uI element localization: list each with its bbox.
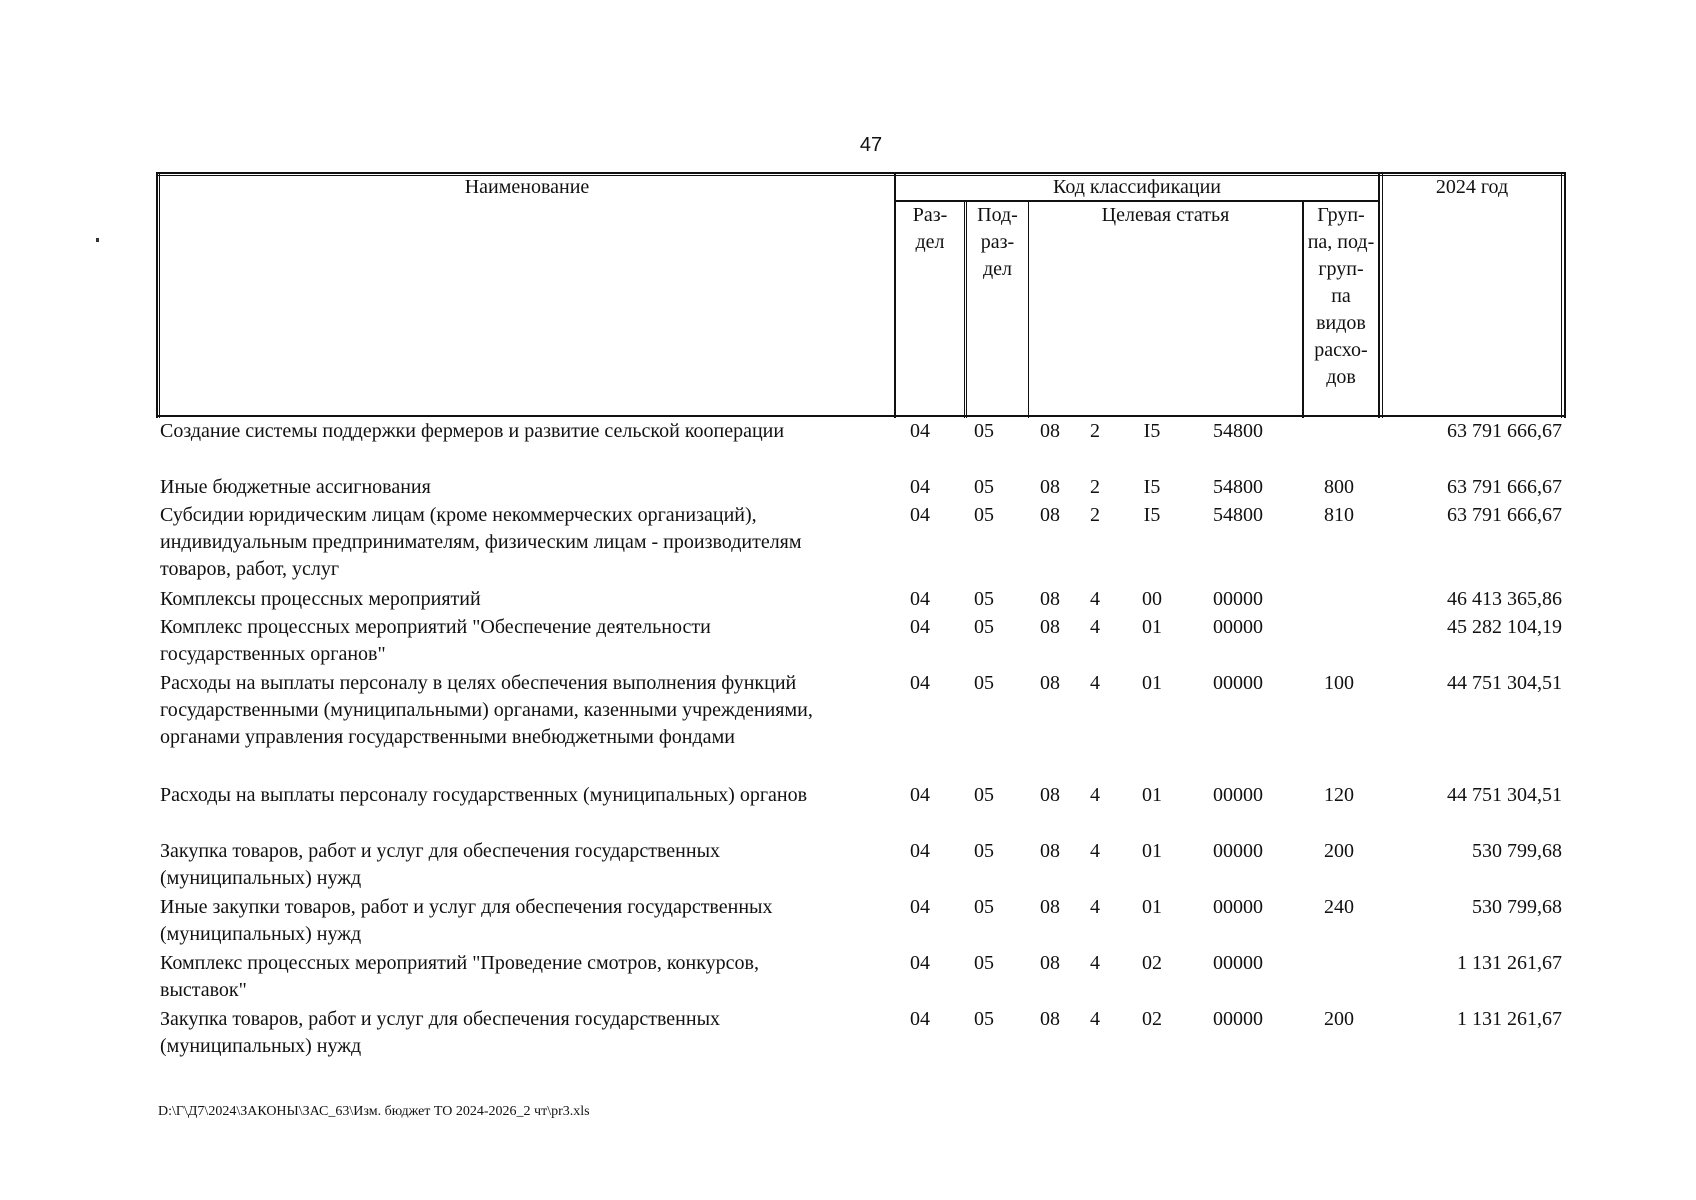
row-program: 08 bbox=[1040, 784, 1060, 806]
row-main-event: 01 bbox=[1142, 840, 1162, 862]
row-main-event: 02 bbox=[1142, 1008, 1162, 1030]
column-header-podrazdel: Под- раз- дел bbox=[977, 204, 1018, 280]
row-podrazdel: 05 bbox=[974, 896, 994, 918]
row-program: 08 bbox=[1040, 616, 1060, 638]
footer-file-path: D:\Г\Д7\2024\ЗАКОНЫ\ЗАС_63\Изм. бюджет ТО 2024-2026_2 чт\pr3.xls bbox=[158, 1104, 590, 1119]
row-program: 08 bbox=[1040, 896, 1060, 918]
row-direction: 00000 bbox=[1213, 896, 1263, 918]
row-type: 2 bbox=[1090, 420, 1100, 442]
row-amount: 46 413 365,86 bbox=[1447, 588, 1562, 610]
row-main-event: 01 bbox=[1142, 896, 1162, 918]
row-amount: 44 751 304,51 bbox=[1447, 672, 1562, 694]
row-name: Комплексы процессных мероприятий bbox=[160, 588, 481, 610]
row-podrazdel: 05 bbox=[974, 504, 994, 526]
row-type: 4 bbox=[1090, 588, 1100, 610]
column-header-expense-group: Груп- па, под- груп- па видов расхо- дов bbox=[1307, 204, 1375, 388]
row-amount: 63 791 666,67 bbox=[1447, 420, 1562, 442]
row-direction: 54800 bbox=[1213, 504, 1263, 526]
row-razdel: 04 bbox=[910, 420, 930, 442]
row-amount: 1 131 261,67 bbox=[1457, 952, 1562, 974]
row-podrazdel: 05 bbox=[974, 1008, 994, 1030]
row-expense-group: 100 bbox=[1324, 672, 1354, 694]
row-program: 08 bbox=[1040, 588, 1060, 610]
row-type: 4 bbox=[1090, 896, 1100, 918]
row-razdel: 04 bbox=[910, 588, 930, 610]
row-direction: 00000 bbox=[1213, 616, 1263, 638]
row-type: 4 bbox=[1090, 784, 1100, 806]
row-expense-group: 200 bbox=[1324, 840, 1354, 862]
row-type: 2 bbox=[1090, 476, 1100, 498]
column-header-year: 2024 год bbox=[1435, 176, 1509, 198]
row-type: 4 bbox=[1090, 1008, 1100, 1030]
row-name: Комплекс процессных мероприятий "Проведение смотров, конкурсов, выставок" bbox=[160, 952, 759, 1001]
row-name: Закупка товаров, работ и услуг для обеспечения государственных (муниципальных) нужд bbox=[160, 1008, 721, 1057]
row-podrazdel: 05 bbox=[974, 672, 994, 694]
row-program: 08 bbox=[1040, 504, 1060, 526]
row-program: 08 bbox=[1040, 420, 1060, 442]
row-direction: 54800 bbox=[1213, 476, 1263, 498]
row-razdel: 04 bbox=[910, 504, 930, 526]
row-podrazdel: 05 bbox=[974, 840, 994, 862]
row-amount: 63 791 666,67 bbox=[1447, 504, 1562, 526]
page-number: 47 bbox=[859, 134, 883, 156]
row-podrazdel: 05 bbox=[974, 784, 994, 806]
row-name: Иные закупки товаров, работ и услуг для обеспечения государственных (муниципальных) нужд bbox=[160, 896, 773, 945]
row-main-event: 01 bbox=[1142, 616, 1162, 638]
row-main-event: I5 bbox=[1143, 476, 1161, 498]
row-name: Иные бюджетные ассигнования bbox=[160, 476, 431, 498]
row-name: Расходы на выплаты персоналу государственных (муниципальных) органов bbox=[160, 784, 808, 806]
row-direction: 54800 bbox=[1213, 420, 1263, 442]
column-header-target-article: Целевая статья bbox=[1101, 204, 1230, 226]
row-name: Закупка товаров, работ и услуг для обеспечения государственных (муниципальных) нужд bbox=[160, 840, 721, 889]
row-razdel: 04 bbox=[910, 784, 930, 806]
row-name: Расходы на выплаты персоналу в целях обеспечения выполнения функций государственными (муниципальными) органами, казенными учреждениями, органами управления государственными внебюджетными фондами bbox=[160, 672, 813, 748]
row-amount: 530 799,68 bbox=[1472, 896, 1562, 918]
row-name: Субсидии юридическим лицам (кроме некоммерческих организаций), индивидуальным предпринимателям, физическим лицам - производителям товаров, работ, услуг bbox=[160, 504, 802, 580]
row-expense-group: 200 bbox=[1324, 1008, 1354, 1030]
row-type: 4 bbox=[1090, 840, 1100, 862]
row-podrazdel: 05 bbox=[974, 420, 994, 442]
row-expense-group: 240 bbox=[1324, 896, 1354, 918]
row-amount: 44 751 304,51 bbox=[1447, 784, 1562, 806]
table-header bbox=[156, 172, 1566, 418]
row-type: 2 bbox=[1090, 504, 1100, 526]
row-name: Комплекс процессных мероприятий "Обеспечение деятельности государственных органов" bbox=[160, 616, 711, 665]
row-expense-group: 810 bbox=[1324, 504, 1354, 526]
column-header-razdel: Раз- дел bbox=[912, 204, 948, 253]
row-main-event: 01 bbox=[1142, 784, 1162, 806]
row-program: 08 bbox=[1040, 672, 1060, 694]
row-direction: 00000 bbox=[1213, 672, 1263, 694]
row-main-event: 00 bbox=[1142, 588, 1162, 610]
row-direction: 00000 bbox=[1213, 952, 1263, 974]
row-program: 08 bbox=[1040, 1008, 1060, 1030]
row-type: 4 bbox=[1090, 672, 1100, 694]
row-razdel: 04 bbox=[910, 616, 930, 638]
row-type: 4 bbox=[1090, 952, 1100, 974]
row-type: 4 bbox=[1090, 616, 1100, 638]
row-amount: 530 799,68 bbox=[1472, 840, 1562, 862]
row-amount: 45 282 104,19 bbox=[1447, 616, 1562, 638]
row-main-event: 01 bbox=[1142, 672, 1162, 694]
row-main-event: 02 bbox=[1142, 952, 1162, 974]
row-razdel: 04 bbox=[910, 1008, 930, 1030]
row-amount: 63 791 666,67 bbox=[1447, 476, 1562, 498]
row-razdel: 04 bbox=[910, 896, 930, 918]
row-main-event: I5 bbox=[1143, 420, 1161, 442]
row-direction: 00000 bbox=[1213, 1008, 1263, 1030]
row-expense-group: 800 bbox=[1324, 476, 1354, 498]
row-direction: 00000 bbox=[1213, 840, 1263, 862]
row-razdel: 04 bbox=[910, 952, 930, 974]
row-program: 08 bbox=[1040, 840, 1060, 862]
row-podrazdel: 05 bbox=[974, 588, 994, 610]
row-razdel: 04 bbox=[910, 672, 930, 694]
row-program: 08 bbox=[1040, 476, 1060, 498]
row-expense-group: 120 bbox=[1324, 784, 1354, 806]
row-razdel: 04 bbox=[910, 476, 930, 498]
row-name: Создание системы поддержки фермеров и развитие сельской кооперации bbox=[160, 420, 785, 442]
row-direction: 00000 bbox=[1213, 784, 1263, 806]
row-main-event: I5 bbox=[1143, 504, 1161, 526]
scan-speck bbox=[96, 238, 99, 242]
row-amount: 1 131 261,67 bbox=[1457, 1008, 1562, 1030]
row-direction: 00000 bbox=[1213, 588, 1263, 610]
row-program: 08 bbox=[1040, 952, 1060, 974]
row-podrazdel: 05 bbox=[974, 952, 994, 974]
column-header-name: Наименование bbox=[464, 176, 590, 198]
row-podrazdel: 05 bbox=[974, 476, 994, 498]
row-podrazdel: 05 bbox=[974, 616, 994, 638]
row-razdel: 04 bbox=[910, 840, 930, 862]
column-header-classification: Код классификации bbox=[1052, 176, 1222, 198]
